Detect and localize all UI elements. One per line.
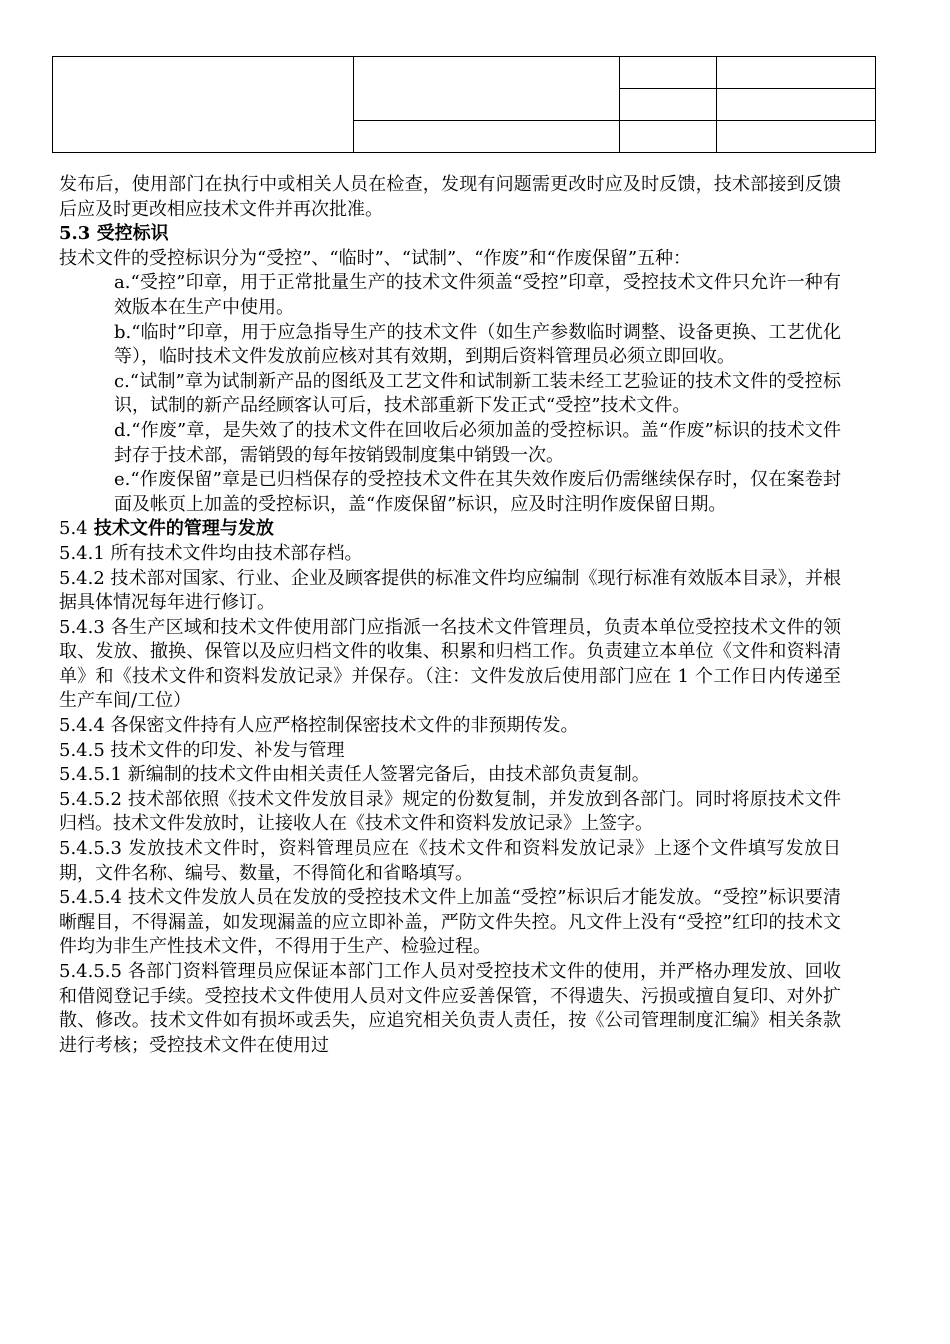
- header-cell-label: [620, 121, 717, 153]
- section-heading: [59, 517, 841, 542]
- header-cell-label: [620, 57, 717, 89]
- list-item: c.“试制”章为试制新产品的图纸及工艺文件和试制新工装未经工艺验证的技术文件的受控标识，试制的新产品经顾客认可后，技术部重新下发正式“受控”技术文件。: [114, 370, 841, 417]
- paragraph: 5.4.5.3 发放技术文件时，资料管理员应在《技术文件和资料发放记录》上逐个文件填写发放日期，文件名称、编号、数量，不得简化和省略填写。: [59, 838, 841, 884]
- header-cell-label: [620, 89, 717, 121]
- list-item: a.“受控”印章，用于正常批量生产的技术文件须盖“受控”印章，受控技术文件只允许一种有效版本在生产中使用。: [114, 272, 841, 318]
- section-title: 技术文件的管理与发放: [93, 518, 274, 540]
- header-cell-title: [354, 57, 620, 121]
- document-body: [59, 173, 841, 1058]
- paragraph: 5.4.1 所有技术文件均由技术部存档。: [59, 542, 363, 564]
- paragraph: 5.4.2 技术部对国家、行业、企业及顾客提供的标准文件均应编制《现行标准有效版本目录》，并根据具体情况每年进行修订。: [59, 567, 841, 614]
- list-item: e.“作废保留”章是已归档保存的受控技术文件在其失效作废后仍需继续保存时，仅在案卷封面及帐页上加盖的受控标识，盖“作废保留”标识，应及时注明作废保留日期。: [114, 469, 841, 515]
- header-cell-value: [717, 57, 876, 89]
- paragraph: 5.4.5 技术文件的印发、补发与管理: [59, 739, 345, 761]
- paragraph: 5.4.5.2 技术部依照《技术文件发放目录》规定的份数复制，并发放到各部门。同时将原技术文件归档。技术文件发放时，让接收人在《技术文件和资料发放记录》上签字。: [59, 788, 841, 835]
- paragraph: 5.4.5.1 新编制的技术文件由相关责任人签署完备后，由技术部负责复制。: [59, 764, 650, 786]
- list-item: d.“作废”章，是失效了的技术文件在回收后必须加盖的受控标识。盖“作废”标识的技术文件封存于技术部，需销毁的每年按销毁制度集中销毁一次。: [114, 419, 841, 466]
- section-heading: 5.3 受控标识: [59, 223, 169, 245]
- header-cell-title-sub: [354, 121, 620, 153]
- paragraph: 5.4.4 各保密文件持有人应严格控制保密技术文件的非预期传发。: [59, 715, 579, 737]
- header-cell-logo: [53, 57, 354, 153]
- paragraph: 5.4.3 各生产区域和技术文件使用部门应指派一名技术文件管理员，负责本单位受控技术文件的领取、发放、撤换、保管以及应归档文件的收集、积累和归档工作。负责建立本单位《文件和资料清单》和《技术文件和资料发放记录》并保存。（注：文件发放后使用部门应在 1 个工作日内传递至生产车间/工位）: [59, 616, 841, 712]
- section-number: 5.4: [59, 518, 88, 540]
- document-header-table: [52, 56, 876, 153]
- paragraph: 发布后，使用部门在执行中或相关人员在检查，发现有问题需更改时应及时反馈，技术部接到反馈后应及时更改相应技术文件并再次批准。: [59, 174, 841, 220]
- paragraph: 5.4.5.5 各部门资料管理员应保证本部门工作人员对受控技术文件的使用，并严格办理发放、回收和借阅登记手续。受控技术文件使用人员对文件应妥善保管，不得遗失、污损或擅自复印、对外扩散、修改。技术文件如有损坏或丢失，应追究相关负责人责任，按《公司管理制度汇编》相关条款进行考核；受控技术文件在使用过: [59, 961, 841, 1056]
- paragraph: 5.4.5.4 技术文件发放人员在发放的受控技术文件上加盖“受控”标识后才能发放。“受控”标识要清晰醒目，不得漏盖，如发现漏盖的应立即补盖，严防文件失控。凡文件上没有“受控”红印的技术文件均为非生产性技术文件，不得用于生产、检验过程。: [59, 887, 841, 958]
- header-cell-value: [717, 89, 876, 121]
- header-cell-value: [717, 121, 876, 153]
- paragraph: 技术文件的受控标识分为“受控”、“临时”、“试制”、“作废”和“作废保留”五种：: [59, 247, 692, 269]
- list-item: b.“临时”印章，用于应急指导生产的技术文件（如生产参数临时调整、设备更换、工艺优化等），临时技术文件发放前应核对其有效期，到期后资料管理员必须立即回收。: [114, 321, 841, 368]
